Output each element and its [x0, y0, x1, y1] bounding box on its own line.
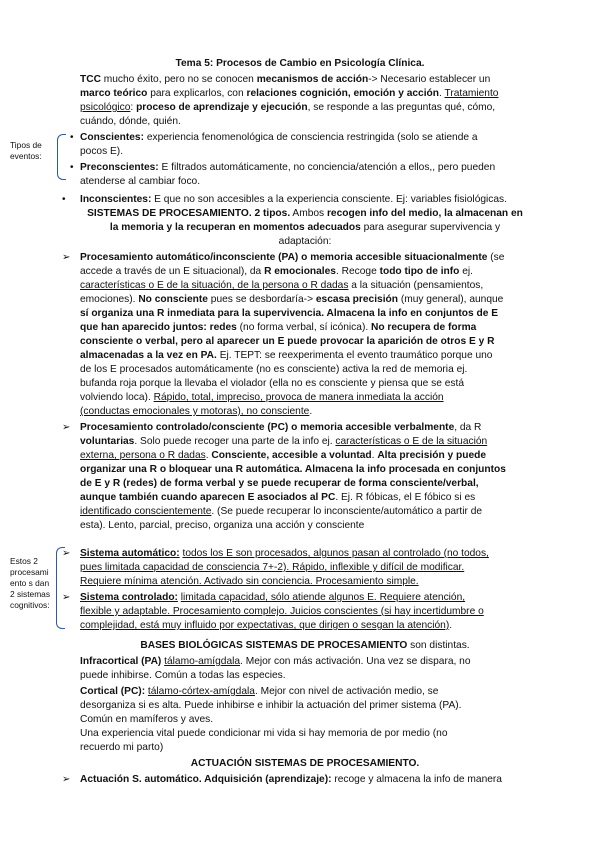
pa-line-4: emociones). No consciente pues se desbordaría-> escasa precisión (muy general), aunque — [80, 294, 504, 305]
intro-line-1: TCC mucho éxito, pero no se conocen mecanismos de acción-> Necesario establecer un — [80, 74, 491, 85]
sistemas-line-3: adaptación: — [278, 236, 332, 247]
bases-heading: BASES BIOLÓGICAS SISTEMAS DE PROCESAMIENTO son distintas. — [140, 640, 470, 651]
pa-line-1: Procesamiento automático/inconsciente (PA) o memoria accesible situacionalmente (se — [80, 252, 505, 263]
cort-line-1: Cortical (PC): tálamo-córtex-amígdala. Mejor con nivel de activación medio, se — [80, 686, 439, 697]
arrow-act1: ➢ — [62, 774, 71, 785]
vital-line-1: Una experiencia vital puede condicionar mi vida si hay memoria de por medio (no — [80, 728, 448, 739]
pa-line-9: de los E procesados automáticamente (no es consciente) activa la red de memoria ej. — [80, 364, 468, 375]
intro-line-3: psicológico: proceso de aprendizaje y ejecución, se responde a las preguntas qué, cómo, — [80, 102, 496, 113]
vital-line-2: recuerdo mi parto) — [80, 742, 164, 753]
act1-line: Actuación S. automático. Adquisición (aprendizaje): recoge y almacena la info de manera — [80, 774, 502, 785]
sa-line-1: Sistema automático: todos los E son procesados, algunos pasan al controlado (no todos, — [80, 548, 489, 559]
bracket-tipos — [57, 134, 66, 180]
pc-line-7: identificado conscientemente. (Se puede recuperar lo inconsciente/automático a partir de — [80, 506, 483, 517]
pa-line-3: características o E de la situación, de la persona o R dadas a la situación (pensamientos, — [80, 280, 484, 291]
pa-line-2: accede a través de un E situacional), da R emocionales. Recoge todo tipo de info ej. — [80, 266, 473, 277]
arrow-sa: ➢ — [62, 548, 71, 559]
side-note-estos: Estos 2 procesami ento s dan 2 sistemas cognitivos: — [10, 556, 51, 610]
bullet-preconscientes: • — [70, 162, 74, 173]
pa-line-8: almacenadas a la vez en PA. Ej. TEPT: se reexperimenta el evento traumático porque uno — [80, 350, 493, 361]
bullet-conscientes: • — [70, 132, 74, 143]
sc-line-2: flexible y adaptable. Procesamiento complejo. Juicios conscientes (si hay incertidumbre o — [80, 606, 484, 617]
sa-line-2: pues limitada capacidad de consciencia 7+-2). Rápido, inflexible y difícil de modificar. — [80, 562, 465, 573]
pa-line-5: sí organiza una R inmediata para la supervivencia. Almacena la info en conjuntos de E — [80, 308, 498, 319]
inconscientes-line: Inconscientes: E que no son accesibles a la experiencia consciente. Ej: variables fisiológicas. — [80, 194, 507, 205]
conscientes-line-2: pocos E). — [80, 146, 124, 157]
infra-line-2: puede inhibirse. Común a todas las especies. — [80, 670, 286, 681]
pc-line-8: esta). Lento, parcial, preciso, organiza una acción y consciente — [80, 520, 365, 531]
preconscientes-line-2: atenderse al cambiar foco. — [80, 176, 201, 187]
arrow-pa: ➢ — [62, 252, 71, 263]
sistemas-line-2: la memoria y la recuperan en momentos adecuados para asegurar supervivencia y — [109, 222, 501, 233]
sc-line-3: complejidad, está muy influido por expectativas, que dirigen o sesgan la atención). — [80, 620, 453, 631]
pc-line-2: voluntarias. Solo puede recoger una parte de la info ej. características o E de la situación — [80, 436, 488, 447]
pa-line-12: (conductas emocionales y motoras), no consciente. — [80, 406, 313, 417]
actuacion-heading: ACTUACIÓN SISTEMAS DE PROCESAMIENTO. — [190, 758, 420, 769]
pa-line-11: volviendo loca). Rápido, total, impreciso, provoca de manera inmediata la acción — [80, 392, 444, 403]
bullet-inconscientes: • — [62, 194, 66, 205]
intro-line-2: marco teórico para explicarlos, con relaciones cognición, emoción y acción. Tratamiento — [80, 88, 499, 99]
cort-line-2: desorganiza si es alta. Puede inhibirse e inhibir la actuación del primer sistema (PA). — [80, 700, 462, 711]
side-note-tipos: Tipos de eventos: — [10, 140, 42, 161]
doc-title: Tema 5: Procesos de Cambio en Psicología Clínica. — [175, 58, 425, 69]
infra-line-1: Infracortical (PA) tálamo-amígdala. Mejor con más activación. Una vez se dispara, no — [80, 656, 471, 667]
pc-line-3: externa, persona o R dadas. Consciente, accesible a voluntad. Alta precisión y puede — [80, 450, 487, 461]
pc-line-5: de E y R (redes) de forma verbal y se puede recuperar de forma consciente/verbal, — [80, 478, 479, 489]
sc-line-1: Sistema controlado: limitada capacidad, sólo atiende algunos E. Requiere atención, — [80, 592, 466, 603]
conscientes-line-1: Conscientes: experiencia fenomenológica de consciencia restringida (solo se atiende a — [80, 132, 478, 143]
sa-line-3: Requiere mínima atención. Activado sin conciencia. Procesamiento simple. — [80, 576, 419, 587]
arrow-sc: ➢ — [62, 592, 71, 603]
pa-line-10: bufanda roja porque la llevaba el violador (ella no es consciente y piensa que se está — [80, 378, 464, 389]
intro-line-4: cuándo, dónde, quién. — [80, 116, 181, 127]
cort-line-3: Común en mamíferos y aves. — [80, 714, 214, 725]
pc-line-6: aunque también cuando aparecen E asociados al PC. Ej. R fóbicas, el E fóbico si es — [80, 492, 476, 503]
pa-line-7: consciente o verbal, pero al aparecer un E puede provocar la aparición de otros E y R — [80, 336, 495, 347]
sistemas-line-1: SISTEMAS DE PROCESAMIENTO. 2 tipos. Ambos recogen info del medio, la almacenan en — [87, 208, 523, 219]
pc-line-4: organizar una R o bloquear una R automática. Almacena la info procesada en conjuntos — [80, 464, 506, 475]
pc-line-1: Procesamiento controlado/consciente (PC) o memoria accesible verbalmente, da R — [80, 422, 482, 433]
pa-line-6: que han aparecido juntos: redes (no forma verbal, sí icónica). No recupera de forma — [80, 322, 477, 333]
preconscientes-line-1: Preconscientes: E filtrados automáticamente, no conciencia/atención a ellos,, pero pueden — [80, 162, 496, 173]
arrow-pc: ➢ — [62, 422, 71, 433]
